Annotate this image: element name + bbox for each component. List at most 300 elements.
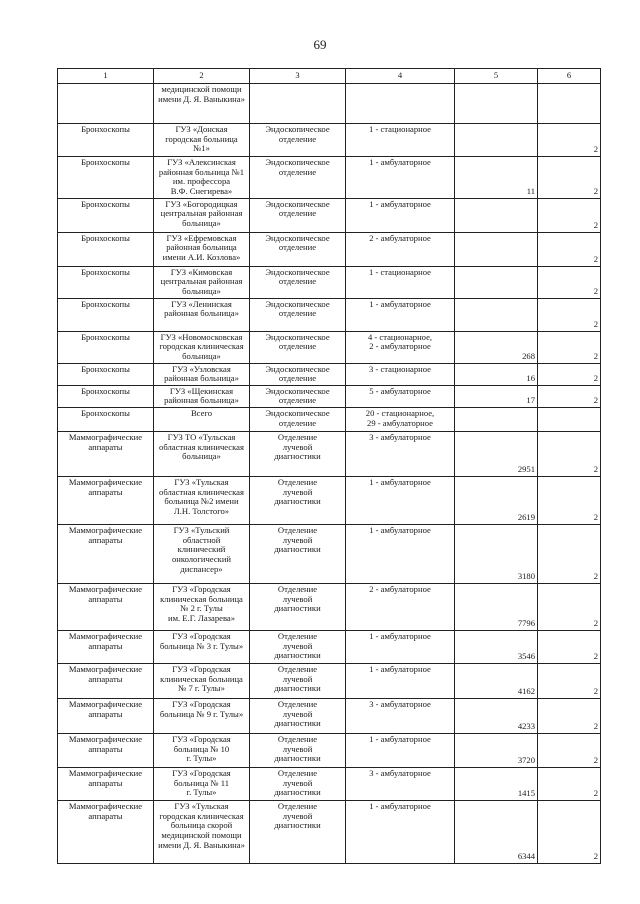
cell-text-line: диагностики (274, 683, 321, 694)
cell-text-line: больница» (182, 451, 221, 462)
table-cell-c3 (250, 734, 346, 768)
table-cell-c5 (455, 198, 538, 232)
cell-text-line: аппараты (88, 777, 123, 788)
cell-text-line: 5 - амбулаторное (369, 385, 431, 396)
table-cell-c4 (346, 124, 455, 157)
cell-text-line: медицинской помощи (161, 829, 242, 840)
table-cell-c6: 2 (538, 266, 601, 298)
cell-text-line: Маммографические (68, 631, 143, 641)
cell-text-line: Л.Н. Толстого» (173, 505, 230, 516)
table-cell-c5 (455, 266, 538, 298)
cell-text-line: лучевой (282, 777, 313, 788)
table-cell-c2 (154, 584, 250, 631)
table-cell-c2 (154, 432, 250, 477)
cell-text-line: 3 - амбулаторное (369, 768, 431, 778)
cell-text-line: 2 - амбулаторное (369, 584, 431, 594)
table-cell-c6: 2 (538, 157, 601, 199)
cell-text-line: диспансер» (180, 563, 223, 574)
table-row (58, 232, 601, 266)
table-cell-c1 (58, 266, 154, 298)
cell-text-line: 1 - амбулаторное (369, 734, 431, 744)
table-row (58, 124, 601, 157)
table-cell-c3 (250, 699, 346, 734)
table-cell-c3 (250, 157, 346, 199)
cell-text-line: Бронхоскопы (81, 157, 130, 167)
cell-text-line: 1 - стационарное (369, 124, 431, 134)
cell-text-line: ГУЗ «Щекинская (169, 385, 234, 396)
table-cell-c5: 16 (455, 363, 538, 385)
table-cell-c5: 2619 (455, 477, 538, 525)
equipment-table (57, 68, 601, 864)
page-number: 69 (313, 37, 327, 52)
table-cell-c1 (58, 232, 154, 266)
table-row (58, 699, 601, 734)
table-cell-c6: 2 (538, 525, 601, 584)
table-cell-c3 (250, 385, 346, 407)
cell-text-line: ГУЗ «Ленинская (171, 298, 232, 309)
table-cell-c4 (346, 801, 455, 864)
cell-text-line: ГУЗ «Донская (175, 124, 228, 134)
table-cell-c2 (154, 266, 250, 298)
table-cell-c6: 2 (538, 198, 601, 232)
table-cell-c1 (58, 477, 154, 525)
table-cell-c1 (58, 331, 154, 363)
table-cell-c4 (346, 266, 455, 298)
table-row (58, 631, 601, 664)
table-cell-c6: 2 (538, 331, 601, 363)
cell-text-line: Эндоскопическое (265, 198, 330, 209)
cell-text-line: ГУЗ «Алексинская (167, 157, 236, 167)
table-cell-c6 (538, 84, 601, 124)
cell-text-line: отделение (278, 133, 317, 144)
cell-text-line: отделение (278, 308, 317, 319)
table-cell-c3 (250, 768, 346, 801)
cell-text-line: клинический (177, 544, 226, 555)
cell-text-line: больница № 11 (173, 777, 230, 788)
table-cell-c1 (58, 734, 154, 768)
table-row (58, 363, 601, 385)
table-cell-c3 (250, 198, 346, 232)
table-cell-c3 (250, 584, 346, 631)
cell-text-line: им. профессора (172, 176, 231, 187)
table-cell-c6: 2 (538, 768, 601, 801)
table-cell-c4 (346, 157, 455, 199)
table-row (58, 584, 601, 631)
cell-text-line: Эндоскопическое (265, 266, 330, 277)
cell-text-line: ГУЗ «Городская (172, 664, 231, 674)
table-cell-c3 (250, 124, 346, 157)
table-cell-c5: 3180 (455, 525, 538, 584)
cell-text-line: Бронхоскопы (81, 298, 130, 309)
cell-text-line: № 2 г. Тулы (180, 603, 223, 614)
table-row (58, 477, 601, 525)
cell-text-line: отделение (278, 166, 317, 177)
cell-text-line: ГУЗ «Узловская (172, 363, 231, 374)
table-cell-c6 (538, 408, 601, 432)
table-cell-c1 (58, 584, 154, 631)
table-cell-c2 (154, 124, 250, 157)
table-cell-c1 (58, 801, 154, 864)
table-cell-c5: 17 (455, 385, 538, 407)
table-cell-c4 (346, 664, 455, 699)
cell-text-line: больница» (182, 350, 221, 361)
cell-text-line: аппараты (88, 743, 123, 754)
table-cell-c5 (455, 124, 538, 157)
table-cell-c1 (58, 768, 154, 801)
cell-text-line: г. Тулы» (186, 787, 217, 798)
cell-text-line: больница №2 имени (164, 496, 239, 507)
table-cell-c2 (154, 477, 250, 525)
cell-text-line: ГУЗ «Городская (172, 699, 231, 709)
cell-text-line: Маммографические (68, 768, 143, 778)
table-cell-c2 (154, 331, 250, 363)
cell-text-line: центральная районная (160, 208, 243, 219)
cell-text-line: отделение (278, 208, 317, 219)
table-cell-c4 (346, 232, 455, 266)
table-cell-c2 (154, 768, 250, 801)
table-cell-c1 (58, 631, 154, 664)
table-cell-c1 (58, 432, 154, 477)
cell-text-line: 2 - амбулаторное (369, 232, 431, 243)
cell-text-line: Отделение (277, 477, 318, 487)
cell-text-line: 1 - амбулаторное (369, 631, 431, 641)
cell-text-line: городская больница (165, 133, 238, 144)
table-cell-c1 (58, 157, 154, 199)
table-cell-c6: 2 (538, 584, 601, 631)
table-cell-c5: 2951 (455, 432, 538, 477)
table-cell-c4 (346, 84, 455, 124)
cell-text-line: городская клиническая (159, 341, 244, 352)
cell-text-line: № 7 г. Тулы» (178, 683, 225, 694)
cell-text-line: больница № 10 (173, 743, 230, 754)
cell-text-line: районная больница №1 (158, 166, 245, 177)
table-cell-c3 (250, 801, 346, 864)
table-cell-c6: 2 (538, 232, 601, 266)
cell-text-line: ГУЗ «Богородицкая (165, 198, 238, 209)
table-cell-c3 (250, 84, 346, 124)
table-cell-c1 (58, 385, 154, 407)
table-cell-c3 (250, 477, 346, 525)
cell-text-line: Эндоскопическое (265, 232, 330, 243)
table-cell-c2 (154, 631, 250, 664)
cell-text-line: ГУЗ «Новомосковская (160, 331, 243, 342)
cell-text-line: клиническая больница (160, 673, 243, 684)
table-cell-c5: 3546 (455, 631, 538, 664)
cell-text-line: Эндоскопическое (265, 385, 330, 396)
table-cell-c2 (154, 525, 250, 584)
table-cell-c5: 6344 (455, 801, 538, 864)
cell-text-line: 3 - амбулаторное (369, 699, 431, 709)
table-cell-c2 (154, 232, 250, 266)
cell-text-line: Маммографические (68, 699, 143, 709)
cell-text-line: 1 - амбулаторное (369, 477, 431, 487)
cell-text-line: Бронхоскопы (81, 124, 130, 134)
cell-text-line: лучевой (282, 640, 313, 651)
cell-text-line: аппараты (88, 708, 123, 719)
cell-text-line: Всего (190, 408, 213, 418)
table-row (58, 266, 601, 298)
cell-text-line: диагностики (274, 753, 321, 764)
table-cell-c3 (250, 664, 346, 699)
table-cell-c5 (455, 232, 538, 266)
cell-text-line: областной (182, 534, 221, 545)
cell-text-line: аппараты (88, 673, 123, 684)
table-cell-c1 (58, 363, 154, 385)
cell-text-line: районная больница» (164, 373, 239, 384)
cell-text-line: Отделение (277, 801, 318, 811)
column-header: 6 (538, 69, 601, 84)
table-cell-c5 (455, 408, 538, 432)
cell-text-line: медицинской помощи (161, 84, 242, 94)
table-cell-c5 (455, 84, 538, 124)
cell-text-line: отделение (278, 276, 317, 287)
table-row (58, 385, 601, 407)
table-cell-c6: 2 (538, 801, 601, 864)
cell-text-line: лучевой (282, 810, 313, 821)
table-cell-c1 (58, 298, 154, 331)
cell-text-line: лучевой (282, 593, 313, 604)
table-cell-c4 (346, 198, 455, 232)
cell-text-line: Отделение (277, 734, 318, 744)
table-row (58, 734, 601, 768)
cell-text-line: диагностики (274, 820, 321, 831)
cell-text-line: 1 - амбулаторное (369, 298, 431, 309)
cell-text-line: Отделение (277, 664, 318, 674)
table-cell-c5: 7796 (455, 584, 538, 631)
cell-text-line: ГУЗ «Тульский (173, 525, 230, 535)
cell-text-line: 1 - амбулаторное (369, 664, 431, 674)
cell-text-line: Маммографические (68, 525, 143, 535)
table-cell-c6: 2 (538, 124, 601, 157)
cell-text-line: аппараты (88, 441, 123, 452)
cell-text-line: городская клиническая (159, 810, 244, 821)
table-cell-c1 (58, 408, 154, 432)
table-cell-c2 (154, 198, 250, 232)
table-cell-c1 (58, 664, 154, 699)
cell-text-line: 3 - стационарное (369, 363, 431, 374)
cell-text-line: ГУЗ «Городская (172, 584, 231, 594)
table-cell-c4 (346, 363, 455, 385)
cell-text-line: ГУЗ «Кимовская (170, 266, 233, 277)
table-cell-c4 (346, 298, 455, 331)
cell-text-line: имени А.И. Козлова» (162, 251, 241, 262)
table-cell-c5: 1415 (455, 768, 538, 801)
cell-text-line: В.Ф. Снегирева» (170, 185, 233, 196)
cell-text-line: Маммографические (68, 801, 143, 811)
cell-text-line: №1» (193, 143, 210, 154)
table-cell-c4 (346, 525, 455, 584)
cell-text-line: Отделение (277, 525, 318, 535)
cell-text-line: диагностики (274, 451, 321, 462)
column-header: 4 (346, 69, 455, 84)
cell-text-line: 20 - стационарное, (365, 408, 435, 418)
cell-text-line: ГУЗ «Тульская (174, 477, 229, 487)
cell-text-line: 1 - стационарное (369, 266, 431, 277)
table-cell-c5: 11 (455, 157, 538, 199)
header-row (58, 69, 601, 84)
table-cell-c3 (250, 631, 346, 664)
table-row (58, 525, 601, 584)
table-cell-c2 (154, 664, 250, 699)
cell-text-line: диагностики (274, 650, 321, 661)
column-header: 1 (58, 69, 154, 84)
table-cell-c3 (250, 408, 346, 432)
table-cell-c3 (250, 298, 346, 331)
cell-text-line: Маммографические (68, 734, 143, 744)
cell-text-line: ГУЗ «Городская (172, 734, 231, 744)
cell-text-line: аппараты (88, 486, 123, 497)
table-cell-c3 (250, 331, 346, 363)
table-cell-c4 (346, 631, 455, 664)
cell-text-line: Эндоскопическое (265, 124, 330, 134)
table-cell-c6: 2 (538, 363, 601, 385)
cell-text-line: больница скорой (170, 820, 233, 831)
table-cell-c5 (455, 298, 538, 331)
cell-text-line: отделение (278, 373, 317, 384)
cell-text-line: Бронхоскопы (81, 331, 130, 342)
cell-text-line: больница № 3 г. Тулы» (159, 640, 244, 651)
table-cell-c1 (58, 525, 154, 584)
cell-text-line: Маммографические (68, 584, 143, 594)
cell-text-line: лучевой (282, 534, 313, 545)
table-cell-c2 (154, 385, 250, 407)
cell-text-line: Отделение (277, 432, 318, 442)
table-cell-c4 (346, 768, 455, 801)
cell-text-line: Маммографические (68, 432, 143, 442)
cell-text-line: 2 - амбулаторное (369, 341, 431, 352)
cell-text-line: ГУЗ «Тульская (174, 801, 229, 811)
table-cell-c3 (250, 363, 346, 385)
cell-text-line: аппараты (88, 593, 123, 604)
table-row (58, 432, 601, 477)
table-cell-c5: 4233 (455, 699, 538, 734)
cell-text-line: диагностики (274, 718, 321, 729)
table-cell-c4 (346, 385, 455, 407)
table-cell-c4 (346, 584, 455, 631)
table-cell-c6: 2 (538, 385, 601, 407)
table-cell-c4 (346, 734, 455, 768)
cell-text-line: областная клиническая (159, 441, 244, 452)
cell-text-line: аппараты (88, 810, 123, 821)
cell-text-line: Отделение (277, 699, 318, 709)
column-header: 3 (250, 69, 346, 84)
table-cell-c6: 2 (538, 734, 601, 768)
table-row (58, 664, 601, 699)
table-cell-c5: 268 (455, 331, 538, 363)
cell-text-line: Отделение (277, 584, 318, 594)
table-cell-c6: 2 (538, 477, 601, 525)
cell-text-line: Бронхоскопы (81, 408, 130, 418)
cell-text-line: Бронхоскопы (81, 198, 130, 209)
table-row (58, 198, 601, 232)
table-cell-c3 (250, 432, 346, 477)
table-cell-c6: 2 (538, 699, 601, 734)
cell-text-line: районная больница» (164, 395, 239, 406)
cell-text-line: им. Е.Г. Лазарева» (167, 612, 236, 623)
cell-text-line: центральная районная (160, 276, 243, 287)
cell-text-line: аппараты (88, 534, 123, 545)
cell-text-line: Эндоскопическое (265, 363, 330, 374)
cell-text-line: Маммографические (68, 477, 143, 487)
cell-text-line: диагностики (274, 787, 321, 798)
table-cell-c1 (58, 198, 154, 232)
cell-text-line: Эндоскопическое (265, 331, 330, 342)
table-cell-c2 (154, 298, 250, 331)
column-header: 2 (154, 69, 250, 84)
table-row (58, 768, 601, 801)
cell-text-line: ГУЗ «Городская (172, 768, 231, 778)
cell-text-line: 1 - амбулаторное (369, 525, 431, 535)
cell-text-line: Отделение (277, 768, 318, 778)
table-row (58, 408, 601, 432)
cell-text-line: отделение (278, 242, 317, 253)
cell-text-line: лучевой (282, 441, 313, 452)
cell-text-line: имени Д. Я. Ваныкина» (158, 93, 245, 104)
cell-text-line: лучевой (282, 708, 313, 719)
cell-text-line: больница» (182, 217, 221, 228)
cell-text-line: 29 - амбулаторное (367, 417, 433, 428)
cell-text-line: больница № 9 г. Тулы» (159, 708, 244, 719)
table-row (58, 298, 601, 331)
cell-text-line: 4 - стационарное, (367, 331, 433, 342)
cell-text-line: 1 - амбулаторное (369, 198, 431, 209)
cell-text-line: больница» (182, 285, 221, 296)
table-cell-c3 (250, 266, 346, 298)
table-cell-c2 (154, 699, 250, 734)
cell-text-line: Бронхоскопы (81, 232, 130, 243)
cell-text-line: 3 - амбулаторное (369, 432, 431, 442)
table-cell-c4 (346, 432, 455, 477)
cell-text-line: районная больница» (164, 308, 239, 319)
table-cell-c2 (154, 734, 250, 768)
table-cell-c5: 3720 (455, 734, 538, 768)
column-header: 5 (455, 69, 538, 84)
table-cell-c3 (250, 232, 346, 266)
table-cell-c2 (154, 157, 250, 199)
cell-text-line: имени Д. Я. Ваныкина» (158, 839, 245, 850)
cell-text-line: отделение (278, 395, 317, 406)
cell-text-line: диагностики (274, 544, 321, 555)
table-cell-c5: 4162 (455, 664, 538, 699)
cell-text-line: онкологический (171, 553, 232, 564)
table-cell-c3 (250, 525, 346, 584)
table-row (58, 801, 601, 864)
table-cell-c4 (346, 477, 455, 525)
table-cell-c2 (154, 363, 250, 385)
table-cell-c4 (346, 408, 455, 432)
table-cell-c2 (154, 801, 250, 864)
table-cell-c4 (346, 331, 455, 363)
table-body (58, 84, 601, 864)
table-cell-c4 (346, 699, 455, 734)
table-cell-c2 (154, 408, 250, 432)
cell-text-line: Бронхоскопы (81, 363, 130, 374)
cell-text-line: диагностики (274, 496, 321, 507)
cell-text-line: лучевой (282, 743, 313, 754)
cell-text-line: областная клиническая (159, 486, 244, 497)
table-cell-c6: 2 (538, 432, 601, 477)
cell-text-line: Эндоскопическое (265, 157, 330, 167)
cell-text-line: ГУЗ «Городская (172, 631, 231, 641)
table-row (58, 157, 601, 199)
table-cell-c6: 2 (538, 631, 601, 664)
cell-text-line: Эндоскопическое (265, 408, 330, 418)
cell-text-line: 1 - амбулаторное (369, 801, 431, 811)
table-row (58, 331, 601, 363)
table-cell-c1 (58, 699, 154, 734)
cell-text-line: лучевой (282, 673, 313, 684)
cell-text-line: отделение (278, 417, 317, 428)
